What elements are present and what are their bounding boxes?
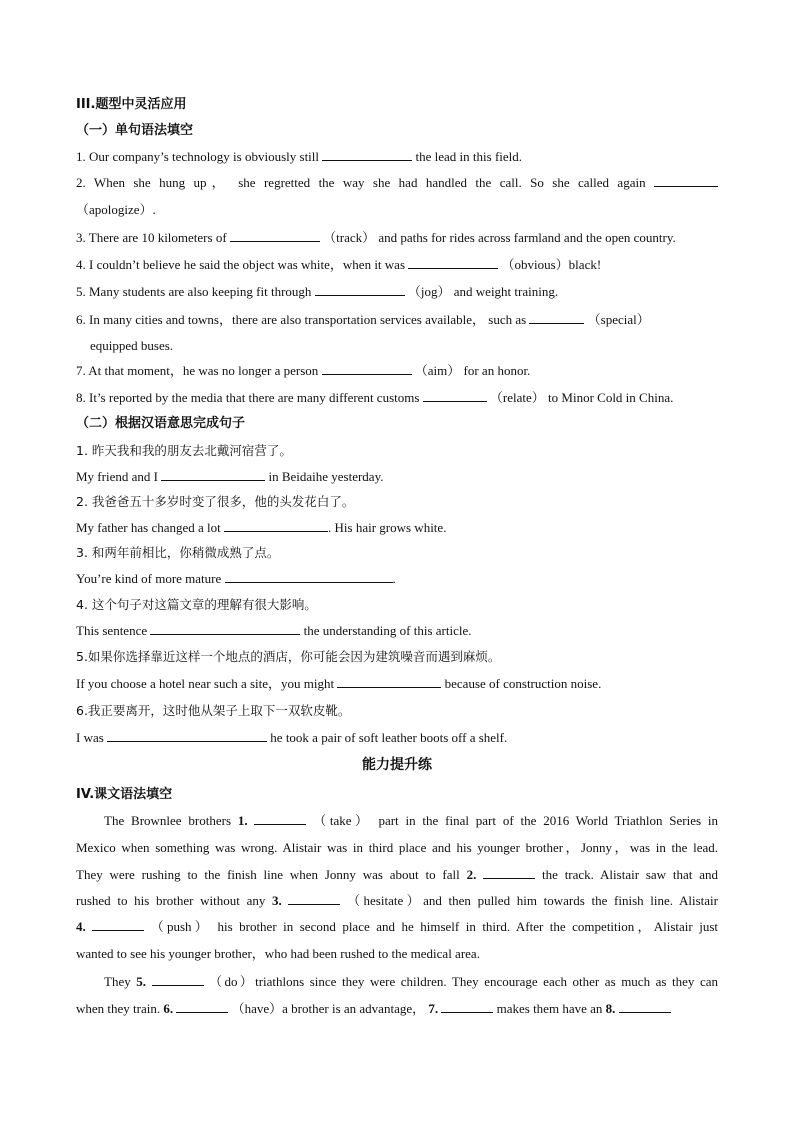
exercise-item-1: 1. Our company’s technology is obviously still the lead in this field.: [76, 149, 523, 164]
passage-line-5: 4. （push） his brother in second place and he himself in third. After the competition，Alistair just: [76, 919, 718, 934]
translation-prompt-5: 5.如果你选择靠近这样一个地点的酒店，你可能会因为建筑噪音而遇到麻烦。: [76, 649, 501, 664]
exercise-item-7: 7. At that moment，he was no longer a person （aim） for an honor.: [76, 363, 531, 378]
part2-title: （二）根据汉语意思完成句子: [76, 416, 246, 431]
answer-blank[interactable]: [423, 389, 487, 402]
translation-answer-1: My friend and I in Beidaihe yesterday.: [76, 469, 384, 484]
exercise-item-5: 5. Many students are also keeping fit through （jog） and weight training.: [76, 284, 559, 299]
passage-line-6: wanted to see his younger brother，who had been rushed to the medical area.: [76, 946, 480, 961]
answer-blank-8[interactable]: [619, 1000, 671, 1013]
section-heading: 能力提升练: [362, 757, 432, 773]
translation-answer-3: You’re kind of more mature .: [76, 571, 396, 586]
answer-blank-3[interactable]: [288, 892, 340, 905]
exercise-item-6: 6. In many cities and towns，there are also transportation services available， such as （special）: [76, 312, 650, 327]
translation-prompt-6: 6.我正要离开，这时他从架子上取下一双软皮靴。: [76, 703, 351, 718]
answer-blank[interactable]: [322, 362, 412, 375]
answer-blank[interactable]: [337, 675, 441, 688]
answer-blank[interactable]: [107, 729, 267, 742]
translation-answer-5: If you choose a hotel near such a site，you might because of construction noise.: [76, 676, 602, 691]
answer-blank[interactable]: [225, 570, 393, 583]
answer-blank-2[interactable]: [483, 866, 535, 879]
answer-blank[interactable]: [408, 256, 498, 269]
answer-blank[interactable]: [161, 468, 265, 481]
answer-blank-7[interactable]: [441, 1000, 493, 1013]
passage-line-3: They were rushing to the finish line when Jonny was about to fall 2. the track. Alistair saw that and: [76, 867, 718, 882]
answer-blank[interactable]: [529, 311, 584, 324]
section3-title: III.题型中灵活应用: [76, 97, 187, 112]
passage-line-1: The Brownlee brothers 1. （take） part in the final part of the 2016 World Triathlon Series in: [104, 813, 719, 828]
answer-blank-1[interactable]: [254, 812, 306, 825]
exercise-item-3: 3. There are 10 kilometers of （track） and paths for rides across farmland and the open country.: [76, 230, 676, 245]
exercise-item-6-cont: equipped buses.: [90, 338, 174, 353]
answer-blank-4[interactable]: [92, 918, 144, 931]
passage-line-7: They 5. （do）triathlons since they were children. They encourage each other as much as they can: [104, 974, 719, 989]
translation-prompt-1: 1. 昨天我和我的朋友去北戴河宿营了。: [76, 443, 292, 458]
passage-line-2: Mexico when something was wrong. Alistair was in third place and his younger brother，Jonny，was in the lead.: [76, 840, 718, 855]
exercise-item-8: 8. It’s reported by the media that there are many different customs （relate） to Minor Cold in China.: [76, 390, 674, 405]
passage-line-4: rushed to his brother without any 3. （hesitate）and then pulled him towards the finish line. Alistair: [76, 893, 718, 908]
translation-prompt-4: 4. 这个句子对这篇文章的理解有很大影响。: [76, 597, 317, 612]
translation-answer-6: I was he took a pair of soft leather boots off a shelf.: [76, 730, 508, 745]
exercise-item-2-cont: （apologize）.: [76, 202, 156, 217]
answer-blank[interactable]: [315, 283, 405, 296]
answer-blank[interactable]: [150, 622, 300, 635]
section4-title: IV.课文语法填空: [76, 787, 173, 802]
passage-line-8: when they train. 6. （have）a brother is an advantage， 7. makes them have an 8.: [76, 1000, 671, 1018]
translation-prompt-2: 2. 我爸爸五十多岁时变了很多，他的头发花白了。: [76, 494, 355, 509]
exercise-item-4: 4. I couldn’t believe he said the object was white，when it was （obvious）black!: [76, 257, 602, 272]
answer-blank-6[interactable]: [176, 1000, 228, 1013]
answer-blank[interactable]: [230, 229, 320, 242]
exercise-item-2: 2. When she hung up， she regretted the way she had handled the call. So she called again: [76, 174, 718, 192]
part1-title: （一）单句语法填空: [76, 123, 194, 138]
translation-prompt-3: 3. 和两年前相比，你稍微成熟了点。: [76, 545, 280, 560]
translation-answer-4: This sentence the understanding of this article.: [76, 623, 472, 638]
answer-blank[interactable]: [322, 148, 412, 161]
answer-blank[interactable]: [224, 519, 328, 532]
translation-answer-2: My father has changed a lot . His hair grows white.: [76, 520, 447, 535]
answer-blank-5[interactable]: [152, 973, 204, 986]
answer-blank[interactable]: [654, 174, 718, 187]
